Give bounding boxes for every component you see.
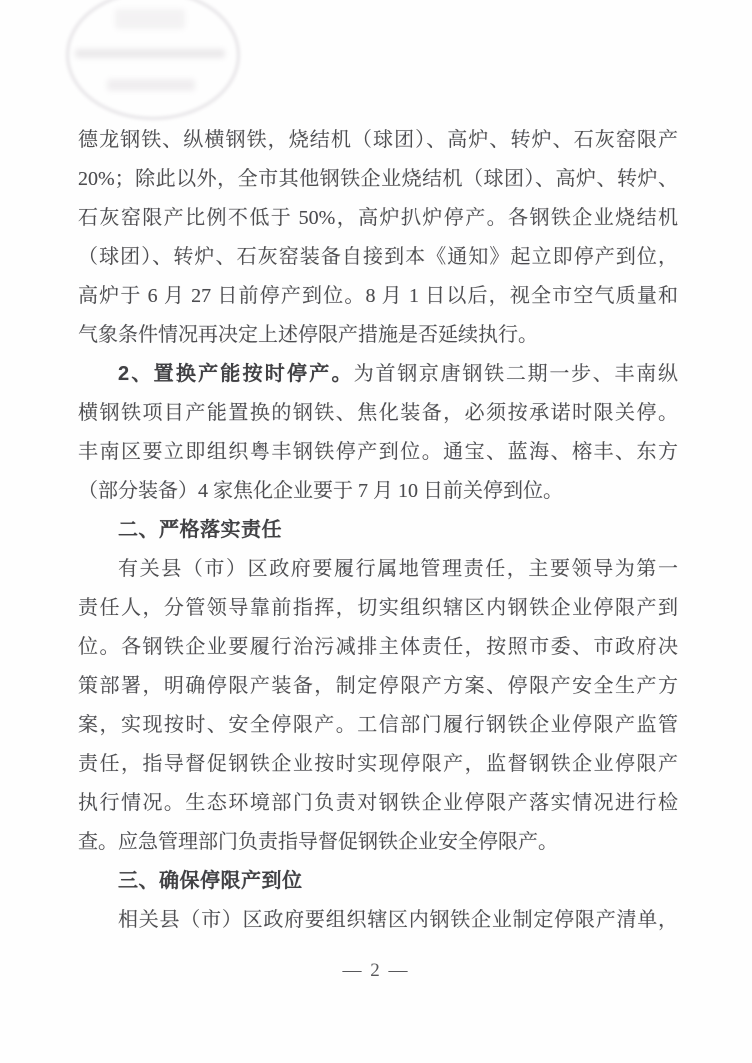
line-text: （球团）、转炉、石灰窑装备自接到本《通知》起立即停产到位，: [78, 246, 678, 268]
line-text: 横钢铁项目产能置换的钢铁、焦化装备，必须按承诺时限关停。: [78, 402, 678, 424]
faint-oval-seal-stamp: [66, 0, 240, 120]
text-line: [78, 550, 678, 589]
line-text: 高炉于 6 月 27 日前停产到位。8 月 1 日以后，视全市空气质量和: [78, 285, 678, 307]
line-text: 相关县（市）区政府要组织辖区内钢铁企业制定停限产清单，: [118, 909, 678, 931]
document-body: [78, 121, 678, 940]
text-line: [78, 316, 678, 355]
line-text: 责任人，分管领导靠前指挥，切实组织辖区内钢铁企业停限产到: [78, 597, 678, 619]
text-line: [78, 628, 678, 667]
text-line: [78, 784, 678, 823]
section-heading: [78, 862, 678, 901]
line-text: 石灰窑限产比例不低于 50%，高炉扒炉停产。各钢铁企业烧结机: [78, 207, 678, 229]
text-line: [78, 394, 678, 433]
line-text: 策部署，明确停限产装备，制定停限产方案、停限产安全生产方: [78, 675, 678, 697]
line-text: 为首钢京唐钢铁二期一步、丰南纵: [353, 363, 679, 385]
stamp-smudge: [115, 9, 185, 29]
line-text: 德龙钢铁、纵横钢铁，烧结机（球团）、高炉、转炉、石灰窑限产: [78, 129, 678, 151]
text-line: [78, 121, 678, 160]
section-heading: [78, 511, 678, 550]
line-text: 气象条件情况再决定上述停限产措施是否延续执行。: [78, 324, 538, 346]
text-line: [78, 901, 678, 940]
stamp-smudge: [75, 49, 225, 58]
text-line: [78, 433, 678, 472]
text-line: [78, 706, 678, 745]
line-text: 位。各钢铁企业要履行治污减排主体责任，按照市委、市政府决: [78, 636, 678, 658]
text-line: [78, 277, 678, 316]
text-line: [78, 355, 678, 394]
line-text: 执行情况。生态环境部门负责对钢铁企业停限产落实情况进行检: [78, 792, 678, 814]
page-number: — 2 —: [342, 960, 410, 981]
bold-lead-text: 二、严格落实责任: [118, 519, 282, 541]
text-line: [78, 667, 678, 706]
bold-lead-text: 三、确保停限产到位: [118, 870, 303, 892]
line-text: 案，实现按时、安全停限产。工信部门履行钢铁企业停限产监管: [78, 714, 678, 736]
bold-lead-text: 2、置换产能按时停产。: [118, 363, 354, 385]
line-text: 丰南区要立即组织粤丰钢铁停产到位。通宝、蓝海、榕丰、东方: [78, 441, 678, 463]
text-line: [78, 199, 678, 238]
text-line: [78, 472, 678, 511]
text-line: [78, 238, 678, 277]
line-text: 责任，指导督促钢铁企业按时实现停限产，监督钢铁企业停限产: [78, 753, 678, 775]
text-line: [78, 823, 678, 862]
stamp-smudge: [107, 79, 195, 91]
text-line: [78, 160, 678, 199]
line-text: 有关县（市）区政府要履行属地管理责任，主要领导为第一: [118, 558, 678, 580]
line-text: （部分装备）4 家焦化企业要于 7 月 10 日前关停到位。: [78, 480, 563, 502]
line-text: 查。应急管理部门负责指导督促钢铁企业安全停限产。: [78, 831, 558, 853]
line-text: 20%；除此以外，全市其他钢铁企业烧结机（球团）、高炉、转炉、: [78, 168, 678, 190]
text-line: [78, 745, 678, 784]
text-line: [78, 589, 678, 628]
